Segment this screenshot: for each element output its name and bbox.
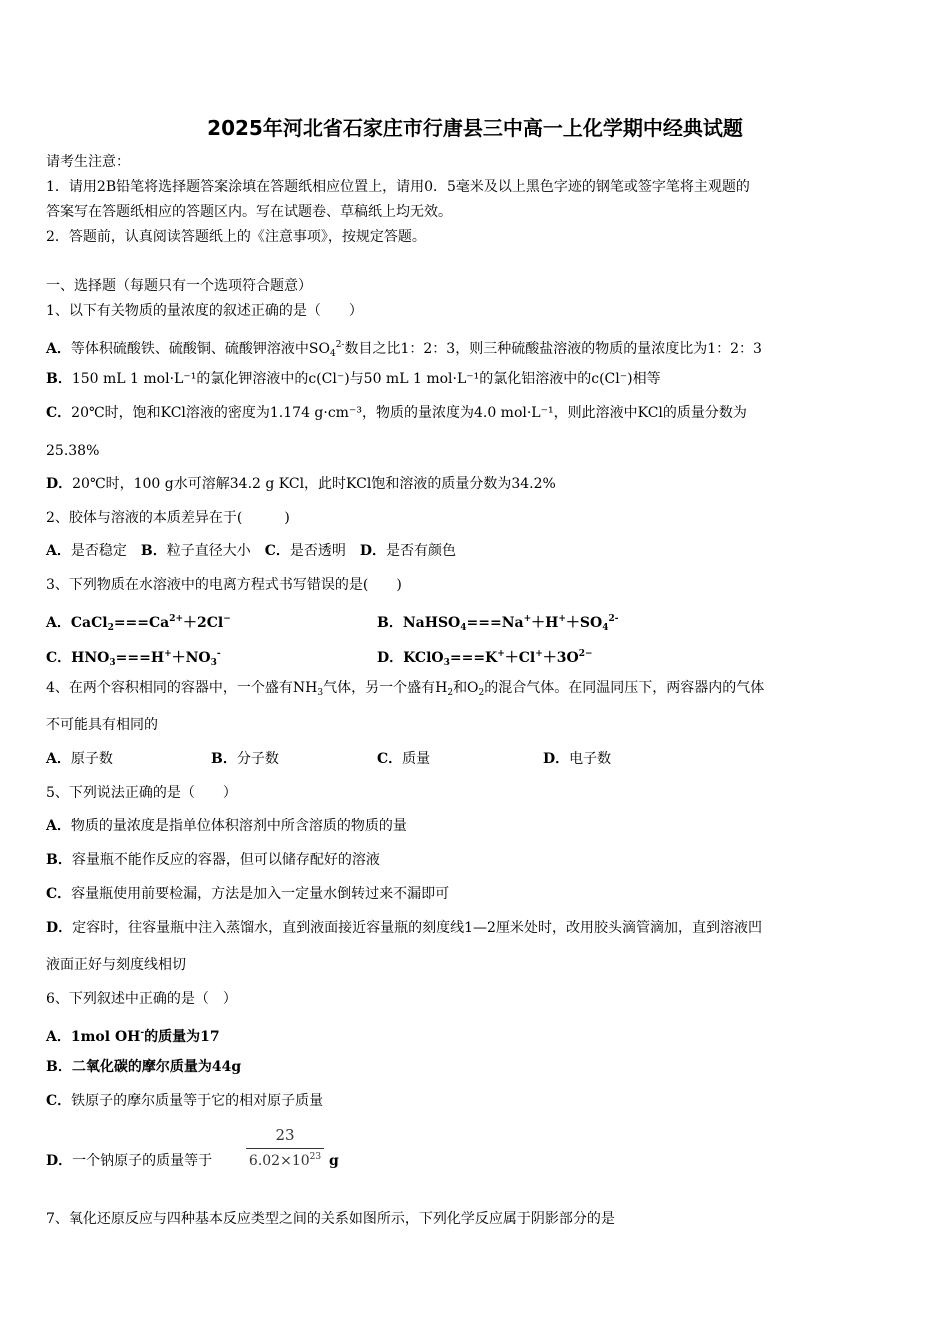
option-text: 电子数	[569, 751, 612, 767]
formula-part: ＋NO	[171, 650, 211, 666]
stem-text: 的混合气体。在同温同压下，两容器内的气体	[484, 680, 765, 696]
superscript: 2−	[578, 649, 593, 659]
superscript: 2-	[335, 340, 345, 350]
stem-text: 4、在两个容积相同的容器中，一个盛有NH	[46, 680, 318, 696]
notice-heading: 请考生注意：	[46, 154, 130, 170]
question-5-option-b	[46, 851, 380, 869]
formula-part: CaCl	[70, 615, 108, 631]
subscript: 2	[107, 623, 114, 633]
option-text: 容量瓶不能作反应的容器，但可以储存配好的溶液	[71, 852, 380, 868]
question-4-stem	[46, 679, 764, 702]
question-1-stem: 1、以下有关物质的量浓度的叙述正确的是（ ）	[46, 303, 363, 319]
question-6-option-d-unit: g	[329, 1153, 339, 1169]
option-letter: D．	[543, 751, 570, 767]
question-6-option-c	[46, 1092, 323, 1110]
question-1-option-d	[46, 475, 556, 493]
question-5-option-c	[46, 885, 449, 903]
formula-part: ＋SO	[565, 615, 603, 631]
fraction-numerator: 23	[275, 1126, 295, 1144]
option-text: 铁原子的摩尔质量等于它的相对原子质量	[71, 1093, 324, 1109]
option-text: 一个钠原子的质量等于	[72, 1153, 213, 1169]
formula-part: ＋3O	[542, 650, 579, 666]
question-5-option-d	[46, 919, 762, 937]
formula-part: KClO	[403, 650, 444, 666]
option-text: 150 mL 1 mol·L⁻¹的氯化钾溶液中的c(Cl⁻)与50 mL 1 mol·L⁻¹的氯化铝溶液中的c(Cl⁻)相等	[71, 371, 661, 387]
superscript: +	[535, 649, 543, 659]
superscript: 23	[309, 1152, 322, 1162]
question-6-option-a	[46, 1024, 220, 1046]
question-1-option-c-cont: 25.38%	[46, 443, 100, 459]
option-letter: C．	[46, 650, 72, 666]
formula-part: ===H	[115, 650, 165, 666]
superscript: +	[497, 649, 505, 659]
subscript: 2	[447, 688, 454, 698]
question-4-option-a	[46, 750, 113, 768]
superscript: 2-	[608, 614, 619, 624]
fraction-formula	[244, 1124, 326, 1174]
question-1-option-c	[46, 404, 747, 422]
option-text: 容量瓶使用前要检漏，方法是加入一定量水倒转过来不漏即可	[71, 886, 450, 902]
page-title: 2025年河北省石家庄市行唐县三中高一上化学期中经典试题	[207, 116, 743, 140]
formula-part: ===Na	[466, 615, 524, 631]
superscript: -	[140, 1028, 145, 1038]
option-text: 20℃时，100 g水可溶解34.2 g KCl，此时KCl饱和溶液的质量分数为34.2%	[72, 476, 556, 492]
option-letter: D．	[377, 650, 404, 666]
denominator-base: 10	[291, 1153, 310, 1169]
option-letter: A．	[46, 751, 71, 767]
question-4-stem-cont: 不可能具有相同的	[46, 717, 158, 733]
question-3-option-d	[377, 645, 593, 672]
option-letter: B．	[46, 1059, 72, 1075]
option-text: 二氧化碳的摩尔质量为44g	[71, 1059, 242, 1075]
option-letter: C．	[46, 1093, 72, 1109]
option-letter: B．	[46, 852, 72, 868]
option-letter: D．	[359, 543, 387, 559]
superscript: 2+	[169, 614, 184, 624]
option-text: 1mol OH	[70, 1029, 141, 1045]
question-3-option-c	[46, 645, 221, 672]
denominator-mantissa: 6.02	[248, 1153, 281, 1169]
subscript: 3	[443, 658, 450, 668]
question-1-option-a	[46, 336, 762, 363]
formula-part: NaHSO	[402, 615, 461, 631]
option-letter: A．	[46, 341, 71, 357]
option-letter: C．	[46, 405, 72, 421]
option-letter: C．	[377, 751, 403, 767]
question-6-stem: 6、下列叙述中正确的是（ ）	[46, 991, 237, 1007]
option-letter: B．	[211, 751, 237, 767]
option-text: 质量	[402, 751, 431, 767]
subscript: 4	[460, 623, 467, 633]
formula-part: HNO	[71, 650, 110, 666]
option-text: 是否稳定	[70, 543, 127, 559]
formula-part: ＋2Cl	[183, 615, 224, 631]
formula-part: ＋H	[531, 615, 559, 631]
option-letter: D．	[46, 1153, 73, 1169]
option-text: 是否有颜色	[386, 543, 457, 559]
option-text: 原子数	[70, 751, 113, 767]
superscript: +	[558, 614, 566, 624]
question-4-option-c	[377, 750, 430, 768]
formula-part: ＋Cl	[504, 650, 536, 666]
question-1-option-b	[46, 370, 661, 388]
question-7-stem: 7、氧化还原反应与四种基本反应类型之间的关系如图所示，下列化学反应属于阴影部分的是	[46, 1211, 615, 1227]
option-text: 粒子直径大小	[166, 543, 251, 559]
superscript: +	[164, 649, 172, 659]
question-3-stem: 3、下列物质在水溶液中的电离方程式书写错误的是( )	[46, 577, 402, 593]
notice-item-2: 2．答题前，认真阅读答题纸上的《注意事项》，按规定答题。	[46, 229, 426, 245]
subscript: 4	[329, 349, 336, 359]
option-letter: D．	[46, 476, 73, 492]
question-5-stem: 5、下列说法正确的是（ ）	[46, 785, 237, 801]
formula-part: ===K	[449, 650, 498, 666]
option-text: 的质量为17	[144, 1029, 220, 1045]
option-text: 20℃时，饱和KCl溶液的密度为1.174 g·cm⁻³，物质的量浓度为4.0 mol·L⁻¹，则此溶液中KCl的质量分数为	[71, 405, 747, 421]
section-heading: 一、选择题（每题只有一个选项符合题意）	[46, 278, 312, 294]
superscript: -	[216, 649, 221, 659]
subscript: 3	[210, 658, 217, 668]
times-sign: ×	[280, 1153, 292, 1169]
superscript: −	[223, 614, 231, 624]
question-4-option-b	[211, 750, 279, 768]
option-letter: C．	[264, 543, 290, 559]
question-3-option-b	[377, 610, 618, 637]
superscript: +	[523, 614, 532, 624]
formula-part: ===Ca	[113, 615, 170, 631]
option-letter: A．	[46, 615, 71, 631]
question-4-option-d	[543, 750, 611, 768]
notice-item-1: 1．请用2B铅笔将选择题答案涂填在答题纸相应位置上，请用0．5毫米及以上黑色字迹的钢笔或签字笔将主观题的	[46, 179, 750, 195]
stem-text: 和O	[453, 680, 479, 696]
subscript: 2	[478, 688, 485, 698]
option-text: 数目之比1：2：3，则三种硫酸盐溶液的物质的量浓度比为1：2：3	[344, 341, 762, 357]
option-letter: C．	[46, 886, 72, 902]
stem-text: 气体，另一个盛有H	[323, 680, 448, 696]
question-6-option-b	[46, 1058, 241, 1076]
option-text: 等体积硫酸铁、硫酸铜、硫酸钾溶液中SO	[70, 341, 330, 357]
subscript: 3	[109, 658, 116, 668]
option-letter: B．	[140, 543, 167, 559]
question-2-stem: 2、胶体与溶液的本质差异在于( )	[46, 510, 290, 526]
option-text: 是否透明	[289, 543, 346, 559]
option-letter: A．	[46, 818, 71, 834]
question-5-option-a	[46, 817, 407, 835]
option-letter: B．	[377, 615, 403, 631]
fraction-denominator	[244, 1152, 326, 1169]
option-text: 定容时，往容量瓶中注入蒸馏水，直到液面接近容量瓶的刻度线1—2厘米处时，改用胶头滴管滴加，直到溶液凹	[72, 920, 762, 936]
subscript: 3	[317, 688, 324, 698]
option-text: 分子数	[236, 751, 279, 767]
option-letter: A．	[46, 1029, 71, 1045]
option-letter: A．	[46, 543, 71, 559]
fraction-bar	[246, 1148, 324, 1149]
option-letter: D．	[46, 920, 73, 936]
option-text: 物质的量浓度是指单位体积溶剂中所含溶质的物质的量	[70, 818, 407, 834]
option-letter: B．	[46, 371, 72, 387]
question-3-option-a	[46, 610, 231, 637]
subscript: 4	[602, 623, 609, 633]
question-5-option-d-cont: 液面正好与刻度线相切	[46, 957, 186, 973]
notice-item-1-cont: 答案写在答题纸相应的答题区内。写在试题卷、草稿纸上均无效。	[46, 204, 452, 220]
question-2-options	[46, 542, 456, 560]
question-6-option-d	[46, 1152, 212, 1170]
